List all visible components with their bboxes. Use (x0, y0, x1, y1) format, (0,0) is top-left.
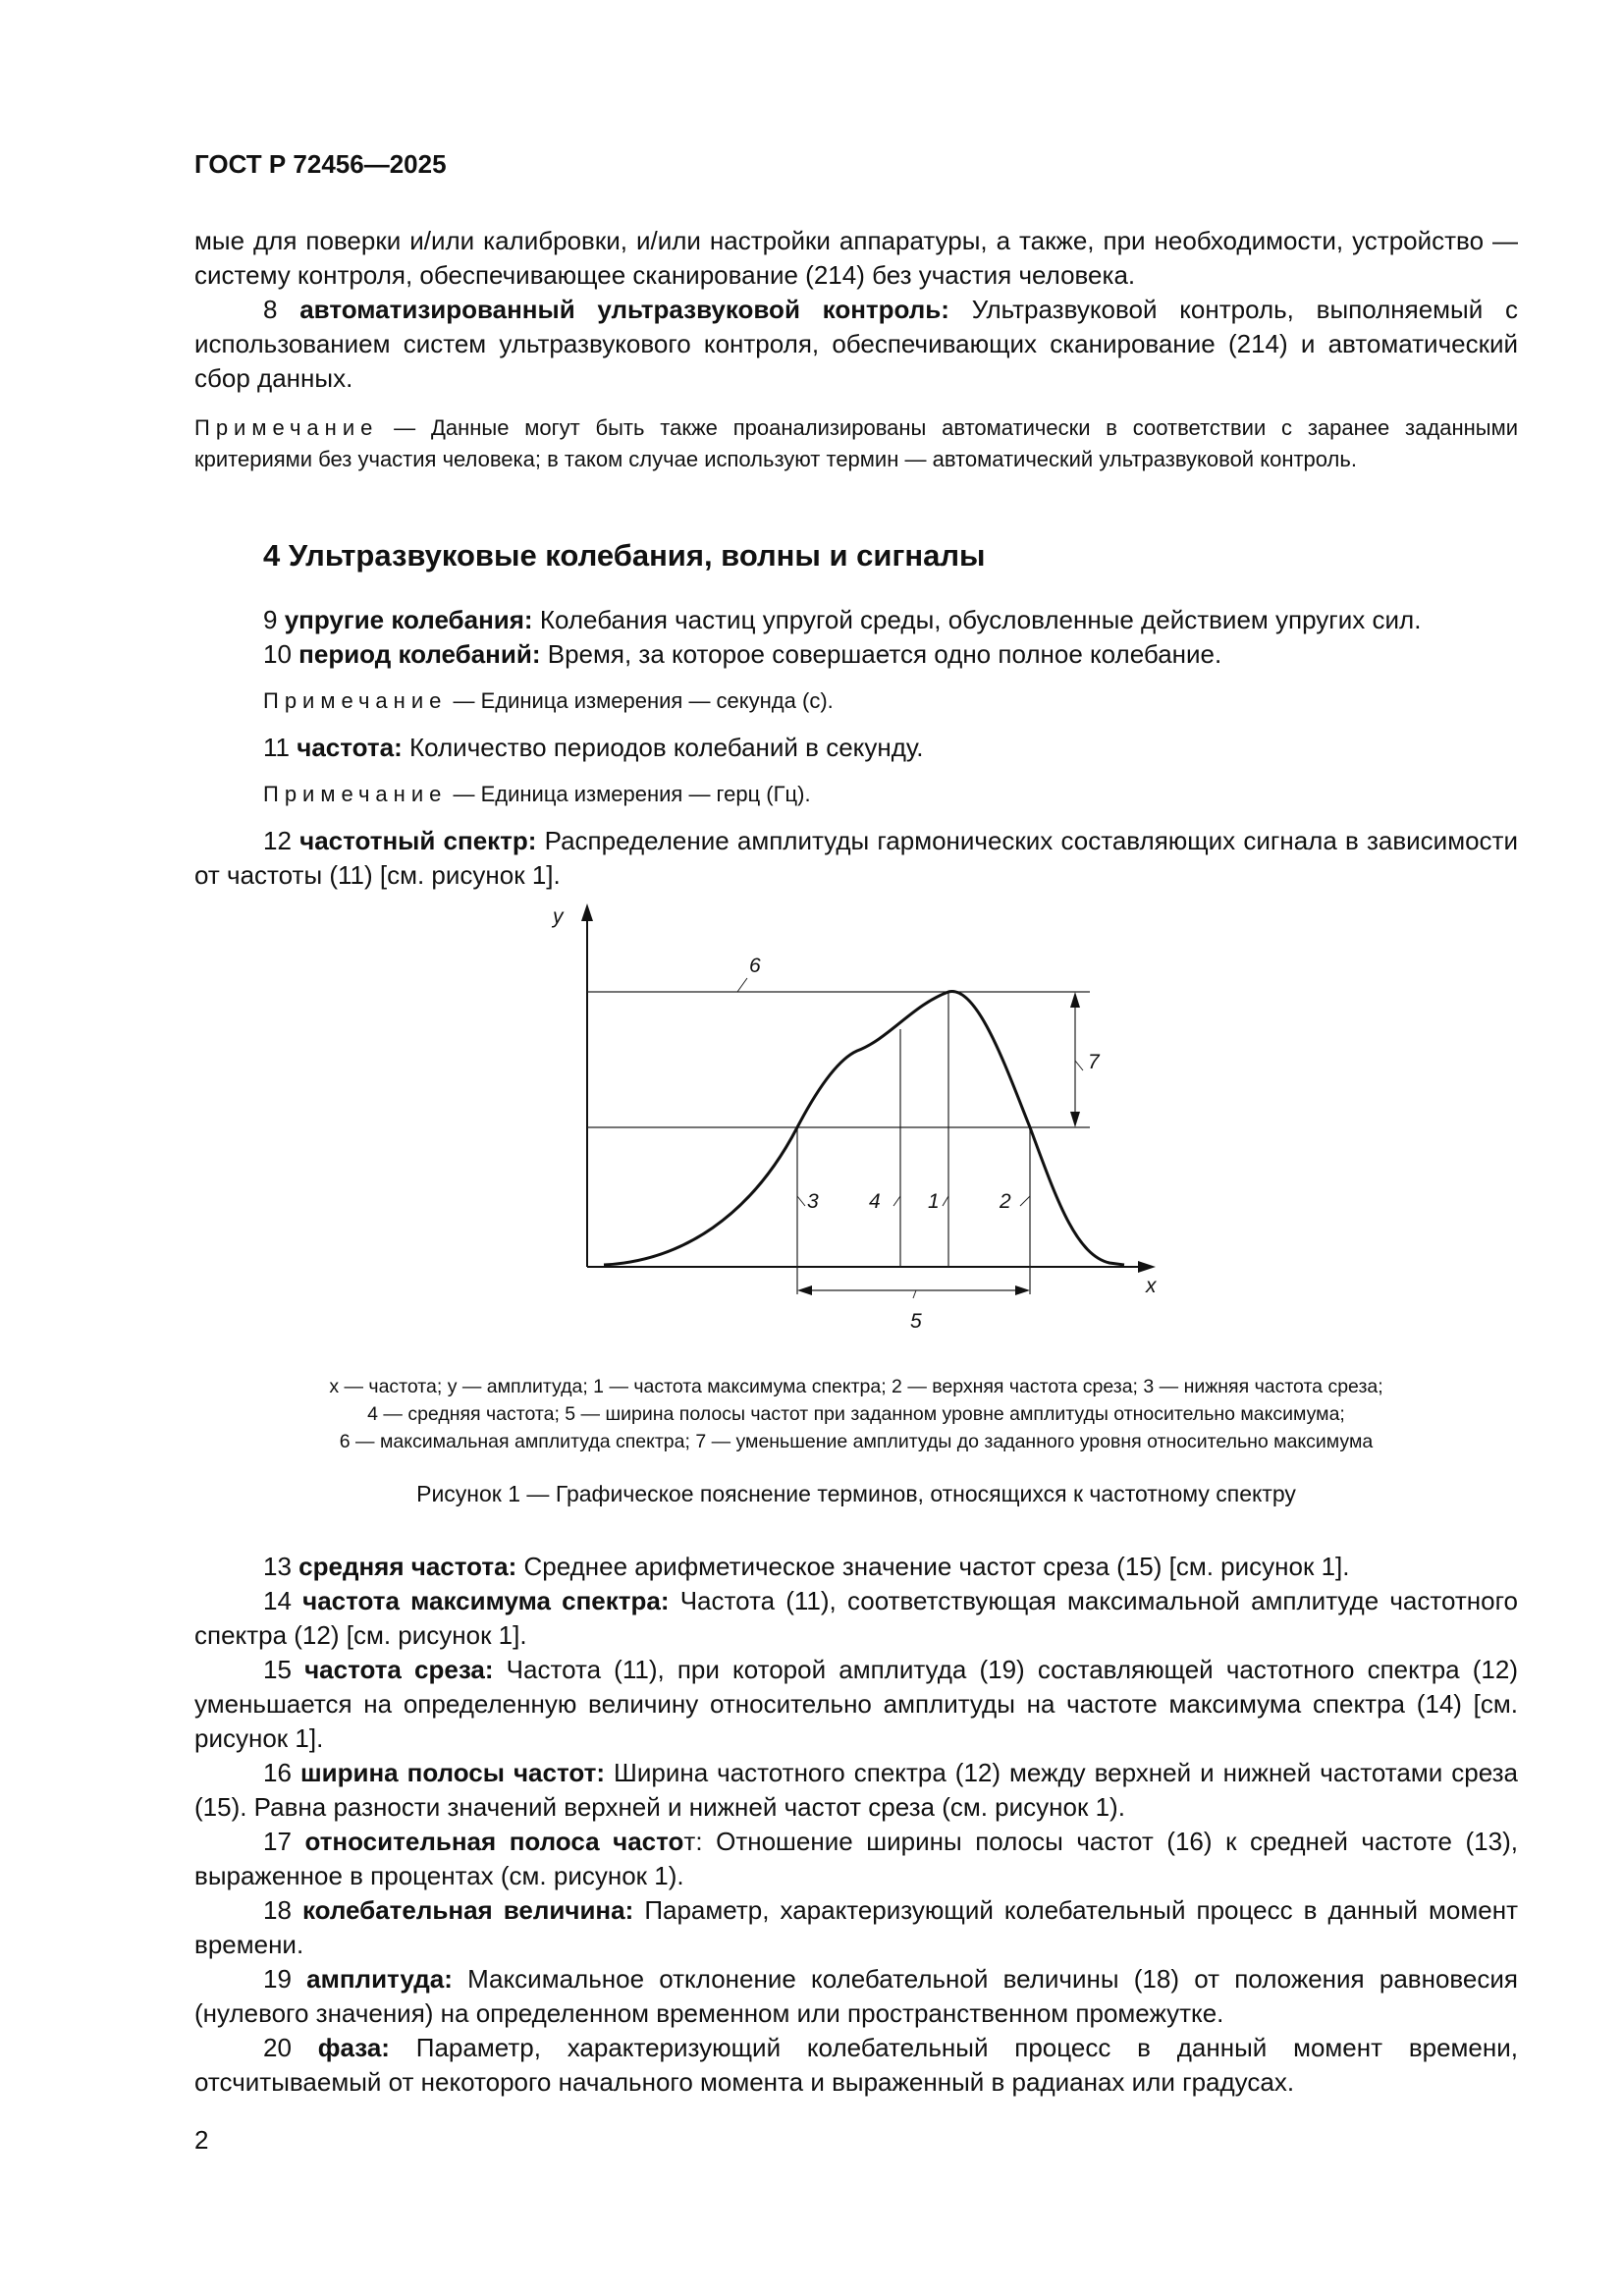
term-number: 11 (263, 733, 290, 762)
y-axis-arrow (581, 903, 593, 921)
term-definition: Колебания частиц упругой среды, обусловленные действием упругих сил. (539, 605, 1422, 634)
term-14 (194, 1584, 1518, 1653)
term-definition: Частота (11), соответствующая максимальной амплитуде частотного спектра (12) [см. рисунок 1]. (194, 1586, 1518, 1650)
term-title: частотный спектр: (299, 826, 537, 855)
term-number: 8 (263, 295, 278, 324)
term-definition: Параметр, характеризующий колебательный процесс в данный момент времени, отсчитываемый от некоторого начального момента и выраженный в радианах или градусах. (194, 2033, 1518, 2097)
term-9 (194, 603, 1518, 637)
term-number: 20 (263, 2033, 292, 2062)
term-8 (194, 293, 1518, 396)
term-title: период колебаний: (298, 639, 541, 669)
label-7: 7 (1088, 1051, 1100, 1073)
term-definition: Отношение ширины полосы частот (16) к средней частоте (13), выраженное в процентах (см. рисунок 1). (194, 1827, 1518, 1890)
dimension-7-arrow-top (1070, 992, 1080, 1008)
leader-3 (797, 1196, 805, 1206)
document-header: ГОСТ Р 72456—2025 (194, 149, 447, 179)
term-number: 14 (263, 1586, 292, 1615)
note-1 (194, 412, 1518, 475)
term-number: 18 (263, 1895, 292, 1925)
term-18 (194, 1893, 1518, 1962)
term-title: частота максимума спектра: (302, 1586, 670, 1615)
term-definition: Максимальное отклонение колебательной величины (18) от положения равновесия (нулевого значения) на определенном временном или пространственном промежутке. (194, 1964, 1518, 2028)
term-definition: Среднее арифметическое значение частот среза (15) [см. рисунок 1]. (523, 1552, 1350, 1581)
intro-paragraph: мые для поверки и/или калибровки, и/или настройки аппаратуры, а также, при необходимости, устройство — систему контроля, обеспечивающее сканирование (214) без участия человека. (194, 226, 1518, 290)
term-16 (194, 1756, 1518, 1825)
note-label: Примечание (263, 688, 448, 713)
label-3: 3 (807, 1190, 819, 1213)
note-3 (194, 779, 1518, 810)
term-12 (194, 824, 1518, 893)
term-number: 17 (263, 1827, 292, 1856)
term-13 (194, 1550, 1518, 1584)
leader-6 (737, 978, 747, 992)
term-title-tail: т: (683, 1827, 703, 1856)
legend-line: 4 — средняя частота; 5 — ширина полосы частот при заданном уровне амплитуды относительно максимума; (367, 1403, 1345, 1425)
figure-caption: Рисунок 1 — Графическое пояснение терминов, относящихся к частотному спектру (416, 1481, 1296, 1506)
legend-line: x — частота; y — амплитуда; 1 — частота максимума спектра; 2 — верхняя частота среза; 3 — нижняя частота среза; (329, 1376, 1383, 1397)
note-label: Примечание (194, 415, 379, 440)
term-11 (194, 731, 1518, 765)
terms-block-a (194, 603, 1518, 893)
leader-1 (943, 1196, 948, 1206)
term-title: амплитуда: (306, 1964, 453, 1994)
note-text: — Данные могут быть также проанализированы автоматически в соответствии с заранее заданными критериями без участия человека; в таком случае используют термин — автоматический ультразвуковой контроль. (194, 415, 1518, 471)
term-title: частота: (297, 733, 403, 762)
leader-2 (1020, 1196, 1030, 1206)
leader-7 (1075, 1061, 1083, 1070)
term-number: 12 (263, 826, 292, 855)
label-6: 6 (749, 955, 761, 977)
term-number: 15 (263, 1655, 292, 1684)
dimension-5-arrow-left (797, 1285, 812, 1295)
page-number: 2 (194, 2125, 209, 2155)
y-axis-label: y (553, 905, 564, 928)
term-title: средняя частота: (298, 1552, 517, 1581)
term-10 (194, 637, 1518, 672)
leader-5 (913, 1290, 916, 1298)
intro-block (194, 224, 1518, 475)
leader-4 (893, 1196, 900, 1206)
term-title: относительная полоса часто (304, 1827, 684, 1856)
section-title: 4 Ультразвуковые колебания, волны и сигналы (263, 538, 986, 573)
note-2 (194, 685, 1518, 717)
label-5: 5 (910, 1310, 922, 1333)
note-text: — Единица измерения — секунда (с). (453, 688, 834, 713)
term-number: 19 (263, 1964, 292, 1994)
term-title: колебательная величина: (301, 1895, 634, 1925)
term-definition: Частота (11), при которой амплитуда (19) составляющей частотного спектра (12) уменьшается на определенную величину относительно амплитуды на частоте максимума спектра (14) [см. рисунок 1]. (194, 1655, 1518, 1753)
term-definition: Распределение амплитуды гармонических составляющих сигнала в зависимости от частоты (11) [см. рисунок 1]. (194, 826, 1518, 890)
terms-block-b (194, 1550, 1518, 2100)
term-definition: Параметр, характеризующий колебательный процесс в данный момент времени. (194, 1895, 1518, 1959)
term-19 (194, 1962, 1518, 2031)
term-definition: Ширина частотного спектра (12) между верхней и нижней частотами среза (15). Равна разности значений верхней и нижней частот среза (см. рисунок 1). (194, 1758, 1519, 1822)
dimension-7-arrow-bottom (1070, 1112, 1080, 1127)
term-number: 10 (263, 639, 292, 669)
label-4: 4 (869, 1190, 881, 1213)
term-title: автоматизированный ультразвуковой контроль: (299, 295, 949, 324)
frequency-spectrum-figure (545, 902, 1173, 1343)
term-number: 13 (263, 1552, 292, 1581)
term-definition: Время, за которое совершается одно полное колебание. (547, 639, 1222, 669)
term-20 (194, 2031, 1518, 2100)
figure-legend (194, 1373, 1518, 1455)
dimension-5-arrow-right (1015, 1285, 1030, 1295)
term-15 (194, 1653, 1518, 1756)
term-number: 16 (263, 1758, 292, 1787)
term-title: частота среза: (304, 1655, 494, 1684)
x-axis-label: x (1146, 1275, 1157, 1297)
spectrum-curve (604, 991, 1124, 1265)
term-number: 9 (263, 605, 278, 634)
note-text: — Единица измерения — герц (Гц). (453, 782, 811, 806)
label-1: 1 (928, 1190, 940, 1213)
term-definition: Ультразвуковой контроль, выполняемый с использованием систем ультразвукового контроля, обеспечивающих сканирование (214) и автоматический сбор данных. (194, 295, 1518, 393)
term-definition: Количество периодов колебаний в секунду. (408, 733, 924, 762)
x-axis-arrow (1138, 1261, 1156, 1273)
note-label: Примечание (263, 782, 448, 806)
term-17 (194, 1825, 1518, 1893)
term-title: упругие колебания: (284, 605, 533, 634)
term-title: ширина полосы частот: (299, 1758, 605, 1787)
term-title: фаза: (317, 2033, 390, 2062)
label-2: 2 (1000, 1190, 1011, 1213)
legend-line: 6 — максимальная амплитуда спектра; 7 — уменьшение амплитуды до заданного уровня относительно максимума (339, 1431, 1374, 1452)
